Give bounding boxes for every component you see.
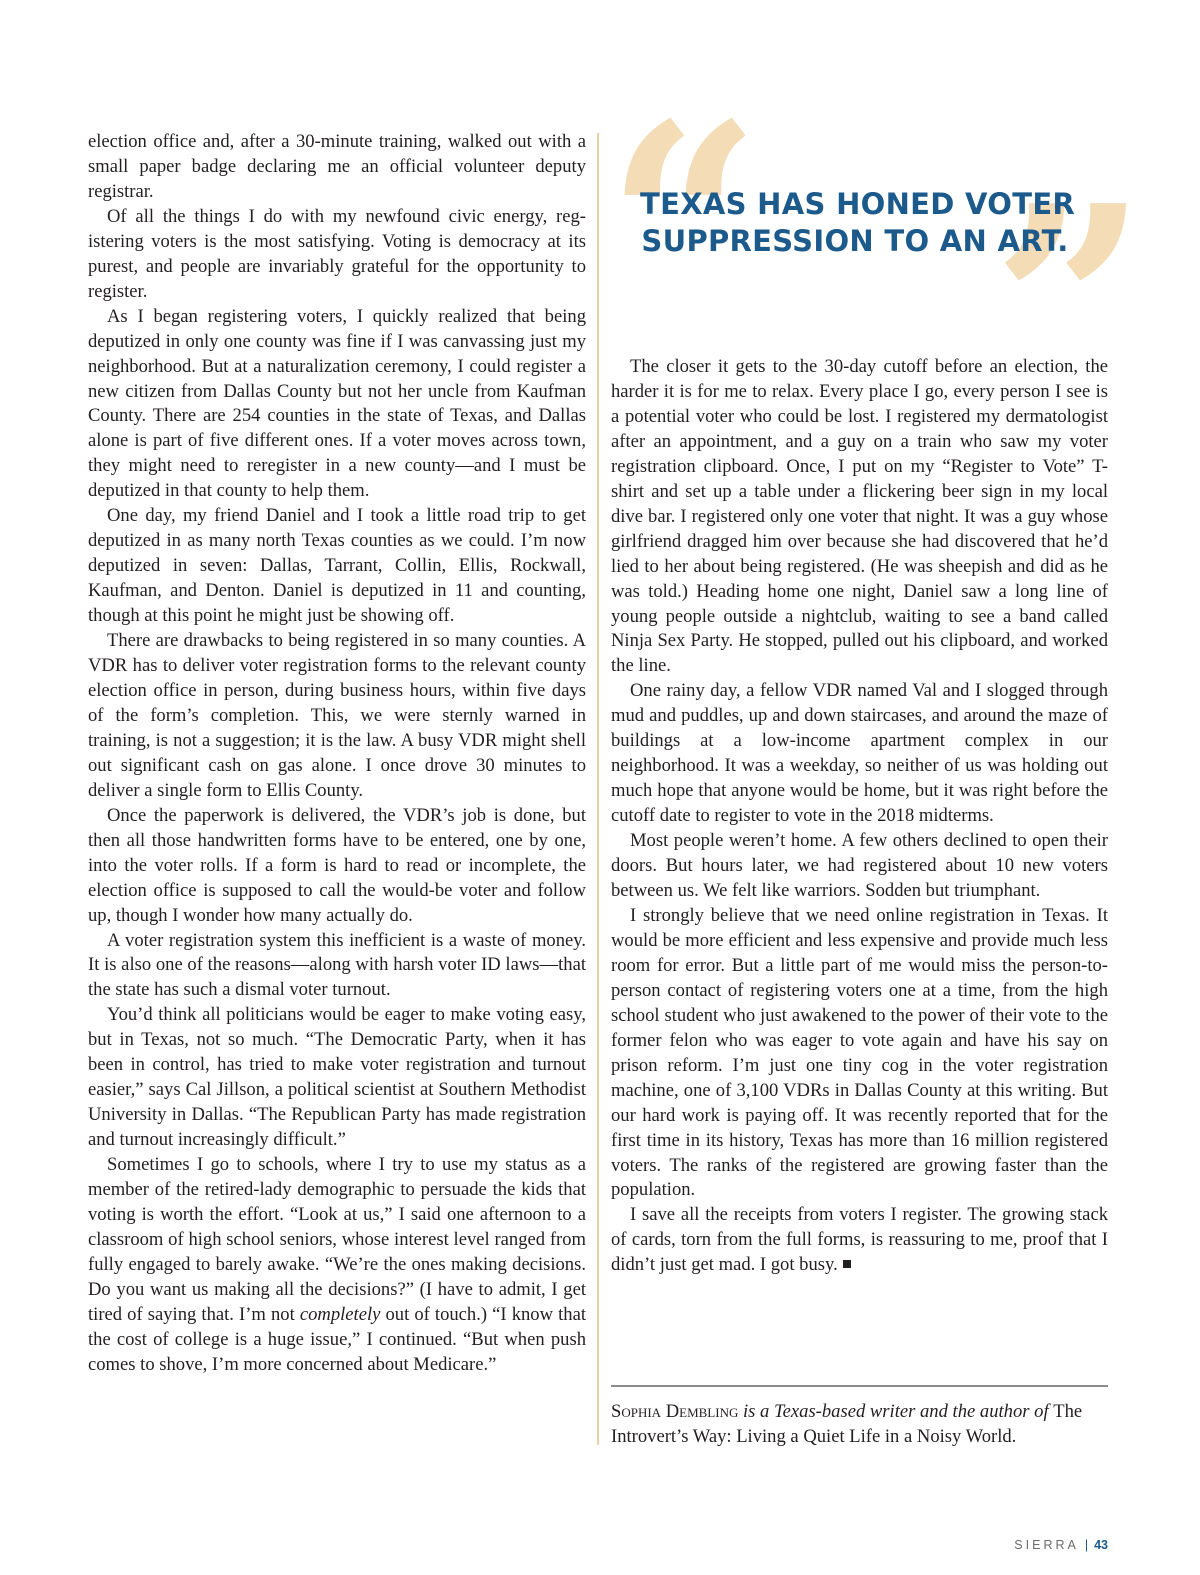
end-mark-icon bbox=[843, 1260, 851, 1268]
pull-quote-line: SUPPRESSION TO AN ART. bbox=[641, 224, 1069, 258]
pull-quote-line: TEXAS HAS HONED VOTER bbox=[640, 187, 1076, 221]
magazine-name: SIERRA bbox=[1014, 1538, 1079, 1552]
right-column bbox=[611, 355, 1108, 1278]
open-quote-mark: “ bbox=[606, 64, 762, 382]
paragraph-text: Sometimes I go to schools, where I try to use my status as a member of the retired-lady demographic to persuade the kids that voting is worth the effort. “Look at us,” I said one afternoon to a classroom of high school seniors, whose interest level ranged from fully engaged to barely awake. “We’re the ones making decisions. Do you want us making all the decisions?” (I have to admit, I get tired of saying that. I’m not bbox=[88, 1154, 586, 1325]
paragraph-text: I save all the receipts from voters I register. The growing stack of cards, torn from the full forms, is reassuring to me, proof that I didn’t just get mad. I got busy. bbox=[611, 1204, 1108, 1276]
author-bio bbox=[611, 1399, 1108, 1449]
body-paragraph-last bbox=[611, 1203, 1108, 1278]
body-paragraph: A voter registration system this inefficient is a waste of money. It is also one of the reasons—along with harsh voter ID laws—that the state has such a dismal voter turnout. bbox=[88, 929, 586, 1001]
body-paragraph: Once the paperwork is delivered, the VDR’s job is done, but then all those handwritten forms have to be entered, one by one, into the voter rolls. If a form is hard to read or incomplete, the election office is supposed to call the would-be voter and follow up, though I wonder how many actually do. bbox=[88, 804, 586, 926]
author-name: Sophia Dembling bbox=[611, 1401, 739, 1422]
body-paragraph: Most people weren’t home. A few others declined to open their doors. But hours later, we had registered about 10 new voters between us. We felt like warriors. Sodden but triumphant. bbox=[611, 830, 1108, 902]
body-paragraph: One day, my friend Daniel and I took a little road trip to get deputized in as many north Texas counties as we could. I’m now deputized in seven: Dallas, Tarrant, Collin, Ellis, Rockwall, Kaufman, and Denton. Daniel is deputized in 11 and counting, though at this point he might just be showing off. bbox=[88, 505, 586, 627]
body-paragraph: As I began registering voters, I quickly realized that being deputized in only one county was fine if I was canvassing just my neighborhood. But at a naturalization ceremony, I could register a new citizen from Dallas County but not her uncle from Kaufman County. There are 254 counties in the state of Texas, and Dallas alone is part of five different ones. If a voter moves across town, they might need to reregister in a new county—and I must be deputized in that county to help them. bbox=[88, 305, 586, 502]
pull-quote bbox=[640, 186, 1076, 260]
column-divider bbox=[597, 133, 599, 1445]
body-paragraph: You’d think all politicians would be eager to make voting easy, but in Texas, not so much. “The Democratic Party, when it has been in control, has tried to make voter registration and turnout easier,” says Cal Jillson, a political scientist at Southern Methodist University in Dallas. “The Republican Party has made registration and turnout increasingly difficult.” bbox=[88, 1004, 586, 1151]
footer-separator: | bbox=[1084, 1538, 1089, 1552]
body-paragraph: I strongly believe that we need online registration in Texas. It would be more efficient and less expensive and provide much less room for error. But a little part of me would miss the person-to-person contact of registering voters one at a time, from the high school student who just awakened to the power of their vote to the former felon who was eager to vote again and have his say on prison reform. I’m just one tiny cog in the voter registration machine, one of 3,100 VDRs in Dallas County at this writing. But our hard work is paying off. It was recently reported that for the first time in its history, Texas has more than 16 million registered voters. The ranks of the registered are growing faster than the population. bbox=[611, 904, 1108, 1201]
bio-text: is a Texas-based writer and the author of bbox=[738, 1401, 1054, 1422]
body-paragraph: There are drawbacks to being registered in so many counties. A VDR has to deliver voter registration forms to the relevant county election office in person, during business hours, within five days of the form’s completion. This, we were sternly warned in training, is not a suggestion; it is the law. A busy VDR might shell out significant cash on gas alone. I once drove 30 minutes to deliver a single form to Ellis County. bbox=[88, 630, 586, 801]
bio-rule bbox=[611, 1385, 1108, 1387]
body-paragraph-last bbox=[88, 1153, 586, 1378]
paragraph-text: out of touch.) “I know that the cost of college is a huge issue,” I continued. “But when push comes to shove, I’m more concerned about Medicare.” bbox=[88, 1303, 587, 1375]
body-paragraph: One rainy day, a fellow VDR named Val and I slogged through mud and puddles, up and down staircases, and around the maze of buildings at a low-income apartment complex in our neighborhood. It was a weekday, so neither of us was holding out much hope that anyone would be home, but it was right before the cutoff date to register to vote in the 2018 midterms. bbox=[611, 680, 1108, 827]
book-title: The Introvert’s Way: Living a Quiet Life in a Noisy World. bbox=[611, 1401, 1083, 1447]
body-paragraph: The closer it gets to the 30-day cutoff before an election, the harder it is for me to relax. Every place I go, every person I see is a potential voter who could be lost. I registered my dermatologist after an appointment, and a guy on a train who saw my voter registration clipboard. Once, I put on my “Register to Vote” T-shirt and set up a table under a flickering beer sign in my local dive bar. I registered only one voter that night. It was a guy whose girlfriend dragged him over because she had discovered that he’d lied to her about being registered. (He was sheepish and did as he was told.) Heading home one night, Daniel saw a long line of young people outside a nightclub, waiting to see a band called Ninja Sex Party. He stopped, pulled out his clipboard, and worked the line. bbox=[611, 356, 1108, 677]
close-quote-mark: ” bbox=[992, 146, 1148, 464]
page-number: 43 bbox=[1094, 1538, 1108, 1552]
left-column bbox=[88, 130, 586, 1378]
italic-emphasis: completely bbox=[299, 1303, 381, 1325]
body-paragraph: election office and, after a 30-minute training, walked out with a small paper badge declaring me an official volunteer deputy registrar. bbox=[88, 131, 586, 202]
body-paragraph: Of all the things I do with my newfound civic energy, registering voters is the most satisfying. Voting is democracy at its purest, and people are invariably grateful for the opportunity to register. bbox=[88, 205, 586, 302]
page-footer bbox=[1014, 1538, 1108, 1552]
